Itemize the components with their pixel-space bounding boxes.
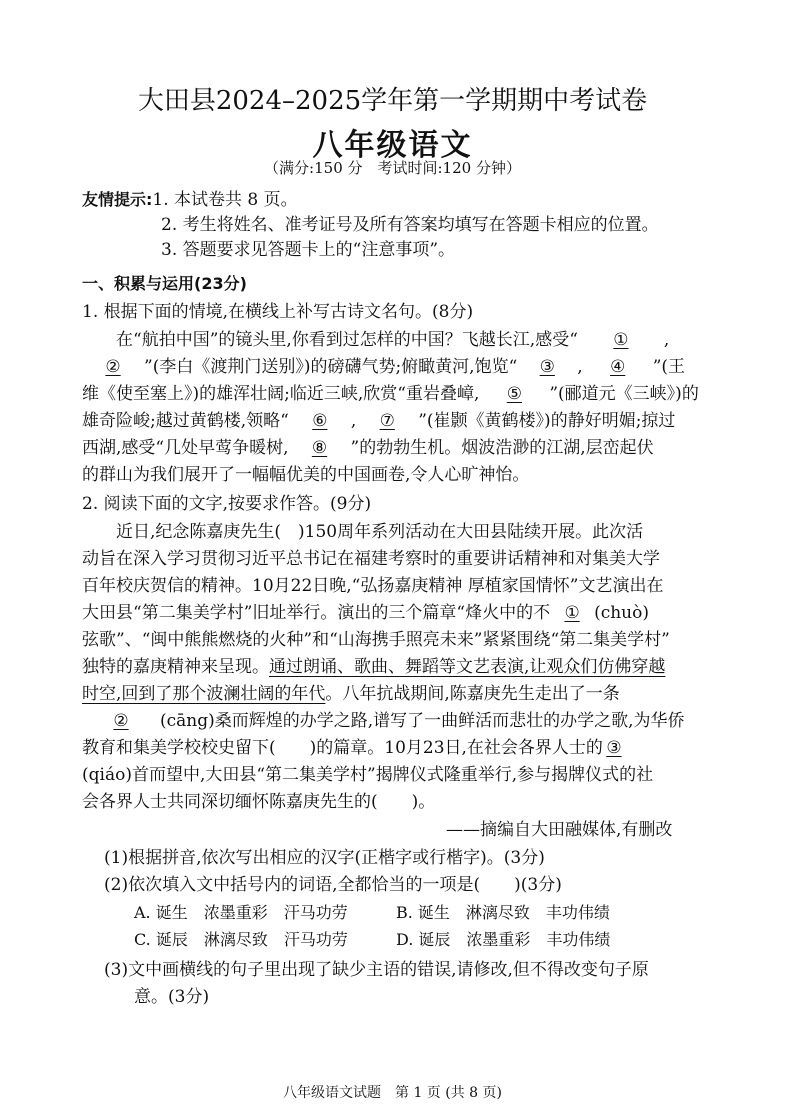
subquestion-1: (1)根据拼音,依次写出相应的汉字(正楷字或行楷字)。(3分) xyxy=(104,848,545,868)
q1-text: , xyxy=(577,357,583,377)
blank-8: ⑧ xyxy=(311,438,328,458)
q1-text: ”(郦道元《三峡》)的 xyxy=(549,384,699,404)
passage-text: (cāng)桑而辉煌的办学之路,谱写了一曲鲜活而悲壮的办学之歌,为华侨 xyxy=(160,711,685,731)
q1-text: 西湖,感受“几处早莺争暖树, xyxy=(82,438,289,458)
passage-line: 弦歌”、“闽中熊熊燃烧的火种”和“山海携手照亮未来”紧紧围绕“第二集美学村” xyxy=(82,630,670,650)
tips-line-1 xyxy=(82,188,298,212)
q1-text: ”(王 xyxy=(652,357,686,377)
passage-line: 百年校庆贺信的精神。10月22日晚,“弘扬嘉庚精神 厚植家国情怀”文艺演出在 xyxy=(82,576,664,596)
q1-line xyxy=(82,382,699,406)
blank-q2-3: ③ xyxy=(606,738,622,758)
subquestion-3: (3)文中画横线的句子里出现了缺少主语的错误,请修改,但不得改变句子原 xyxy=(104,960,649,980)
q1-line: 的群山为我们展开了一幅幅优美的中国画卷,令人心旷神怡。 xyxy=(82,465,530,485)
blank-q2-1: ① xyxy=(564,603,580,623)
passage-line xyxy=(82,709,685,733)
tip-item: 1. 本试卷共 8 页。 xyxy=(152,190,298,210)
tip-item: 3. 答题要求见答题卡上的“注意事项”。 xyxy=(161,240,456,260)
q1-text: ”(崔颢《黄鹤楼》)的静好明媚;掠过 xyxy=(418,411,676,431)
blank-3: ③ xyxy=(539,357,555,377)
passage-text: 独特的嘉庚精神来呈现。 xyxy=(82,657,269,677)
exam-meta: （满分:150 分 考试时间:120 分钟） xyxy=(264,159,521,177)
option-c: C. 诞辰 淋漓尽致 汗马功劳 xyxy=(134,930,348,949)
q1-text: 雄奇险峻;越过黄鹤楼,领略“ xyxy=(82,411,289,431)
passage-text: 教育和集美学校校史留下( )的篇章。10月23日,在社会各界人士的 xyxy=(82,738,603,758)
source-note: ——摘编自大田融媒体,有删改 xyxy=(446,820,673,840)
question-2-stem: 2. 阅读下面的文字,按要求作答。(9分) xyxy=(82,494,372,514)
option-b: B. 诞生 淋漓尽致 丰功伟绩 xyxy=(396,903,610,922)
q1-text: , xyxy=(663,330,670,350)
blank-1: ① xyxy=(613,330,629,350)
blank-q2-2: ② xyxy=(113,711,129,731)
passage-text: 大田县“第二集美学村”旧址举行。演出的三个篇章“烽火中的不 xyxy=(82,603,551,623)
option-a: A. 诞生 浓墨重彩 汗马功劳 xyxy=(134,903,348,922)
q1-line xyxy=(82,436,654,460)
passage-line: 近日,纪念陈嘉庚先生( )150周年系列活动在大田县陆续开展。此次活 xyxy=(116,522,644,542)
underlined-sentence: 时空,回到了那个波澜壮阔的年代 xyxy=(82,684,326,704)
tip-item: 2. 考生将姓名、准考证号及所有答案均填写在答题卡相应的位置。 xyxy=(161,215,659,235)
q1-text: ”的勃勃生机。烟波浩渺的江湖,层峦起伏 xyxy=(350,438,654,458)
q1-line xyxy=(116,328,669,352)
blank-4: ④ xyxy=(610,357,626,377)
underlined-sentence: 通过朗诵、歌曲、舞蹈等文艺表演,让观众们仿佛穿越 xyxy=(269,657,666,677)
passage-line xyxy=(82,655,665,679)
exam-title: 大田县2024–2025学年第一学期期中考试卷 xyxy=(137,86,648,116)
q1-text: , xyxy=(350,411,357,431)
section-title: 一、积累与运用(23分) xyxy=(82,274,247,293)
option-d: D. 诞辰 浓墨重彩 丰功伟绩 xyxy=(396,930,611,949)
passage-line xyxy=(82,682,620,706)
subject-title: 八年级语文 xyxy=(312,128,473,163)
blank-2: ② xyxy=(105,357,121,377)
q1-line xyxy=(82,409,675,433)
blank-6: ⑥ xyxy=(312,411,328,431)
blank-5: ⑤ xyxy=(506,384,522,404)
q1-line xyxy=(82,355,685,379)
q1-text: ”(李白《渡荆门送别》)的磅礴气势;俯瞰黄河,饱览“ xyxy=(144,357,518,377)
page-footer: 八年级语文试题 第 1 页 (共 8 页) xyxy=(283,1085,502,1101)
passage-line xyxy=(82,736,625,760)
passage-line: 动旨在深入学习贯彻习近平总书记在福建考察时的重要讲话精神和对集美大学 xyxy=(82,549,660,569)
question-1-stem: 1. 根据下面的情境,在横线上补写古诗文名句。(8分) xyxy=(82,302,474,322)
q1-text: 在“航拍中国”的镜头里,你看到过怎样的中国？飞越长江,感受“ xyxy=(116,330,578,350)
passage-text: 。八年抗战期间,陈嘉庚先生走出了一条 xyxy=(325,684,620,704)
q1-text: 维《使至塞上》)的雄浑壮阔;临近三峡,欣赏“重岩叠嶂, xyxy=(82,384,480,404)
passage-line: 会各界人士共同深切缅怀陈嘉庚先生的( )。 xyxy=(82,792,436,812)
passage-line: (qiáo)首而望中,大田县“第二集美学村”揭牌仪式隆重举行,参与揭牌仪式的社 xyxy=(82,765,654,785)
passage-line xyxy=(82,601,649,625)
pinyin: (chuò) xyxy=(594,603,649,623)
subquestion-2: (2)依次填入文中括号内的词语,全都恰当的一项是( )(3分) xyxy=(104,875,562,895)
blank-7: ⑦ xyxy=(379,411,395,431)
tips-label: 友情提示: xyxy=(82,190,153,209)
subquestion-3-cont: 意。(3分) xyxy=(134,987,210,1007)
